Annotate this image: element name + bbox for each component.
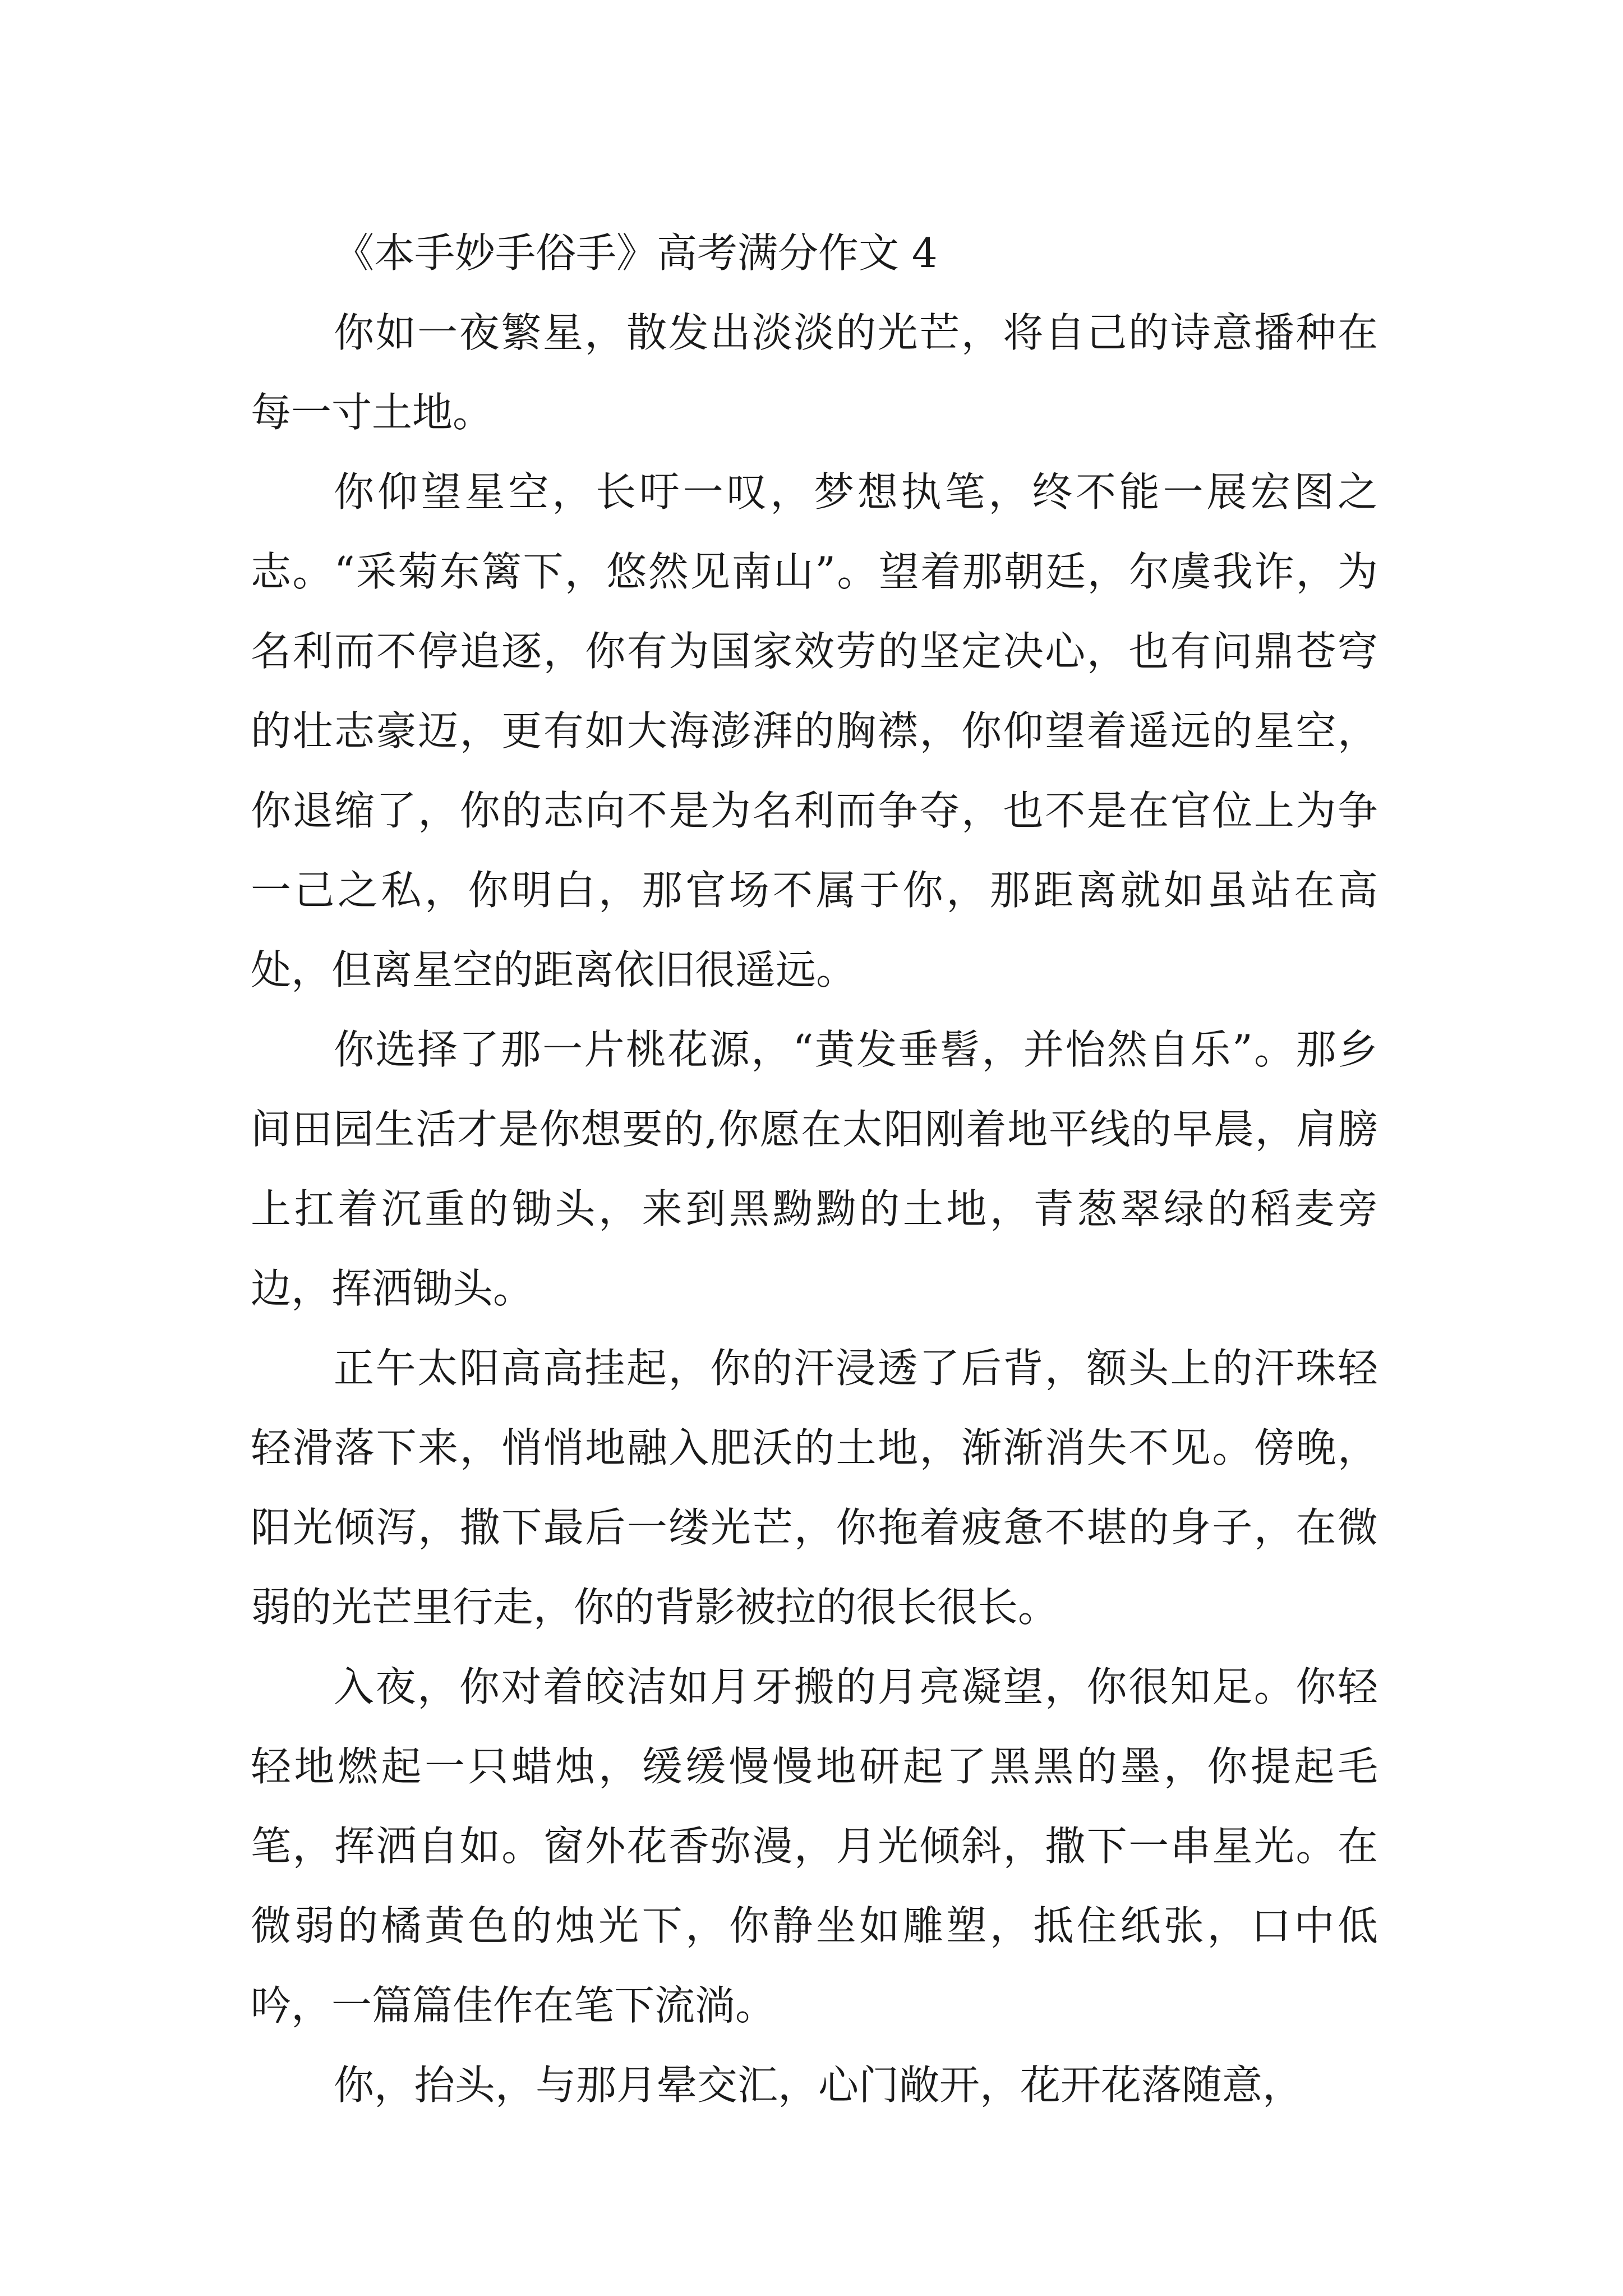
document-title: 《本手妙手俗手》高考满分作文 4 [334, 229, 938, 277]
paragraph-5: 入夜，你对着皎洁如月牙搬的月亮凝望，你很知足。你轻轻地燃起一只蜡烛，缓缓慢慢地研起了黑黑的墨，你提起毛笔，挥洒自如。窗外花香弥漫，月光倾斜，撒下一串星光。在微弱的橘黄色的烛光下，你静坐如雕塑，抵住纸张，口中低吟，一篇篇佳作在笔下流淌。 [251, 1663, 1378, 2029]
paragraph-2: 你仰望星空，长吁一叹，梦想执笔，终不能一展宏图之志。“采菊东篱下，悠然见南山”。望着那朝廷，尔虞我诈，为名利而不停追逐，你有为国家效劳的坚定决心，也有问鼎苍穹的壮志豪迈，更有如大海澎湃的胸襟，你仰望着遥远的星空，你退缩了，你的志向不是为名利而争夺，也不是在官位上为争一己之私，你明白，那官场不属于你，那距离就如虽站在高处，但离星空的距离依旧很遥远。 [251, 468, 1378, 993]
paragraph-3: 你选择了那一片桃花源，“黄发垂髫，并怡然自乐”。那乡间田园生活才是你想要的,你愿在太阳刚着地平线的早晨，肩膀上扛着沉重的锄头，来到黑黝黝的土地，青葱翠绿的稻麦旁边，挥洒锄头。 [251, 1026, 1378, 1312]
paragraph-6: 你，抬头，与那月晕交汇，心门敞开，花开花落随意， [334, 2062, 1303, 2109]
document-body [251, 213, 1378, 2125]
paragraph-4: 正午太阳高高挂起，你的汗浸透了后背，额头上的汗珠轻轻滑落下来，悄悄地融入肥沃的土地，渐渐消失不见。傍晚，阳光倾泻，撒下最后一缕光芒，你拖着疲惫不堪的身子，在微弱的光芒里行走，你的背影被拉的很长很长。 [251, 1345, 1378, 1631]
paragraph-1: 你如一夜繁星，散发出淡淡的光芒，将自己的诗意播种在每一寸土地。 [251, 309, 1378, 436]
